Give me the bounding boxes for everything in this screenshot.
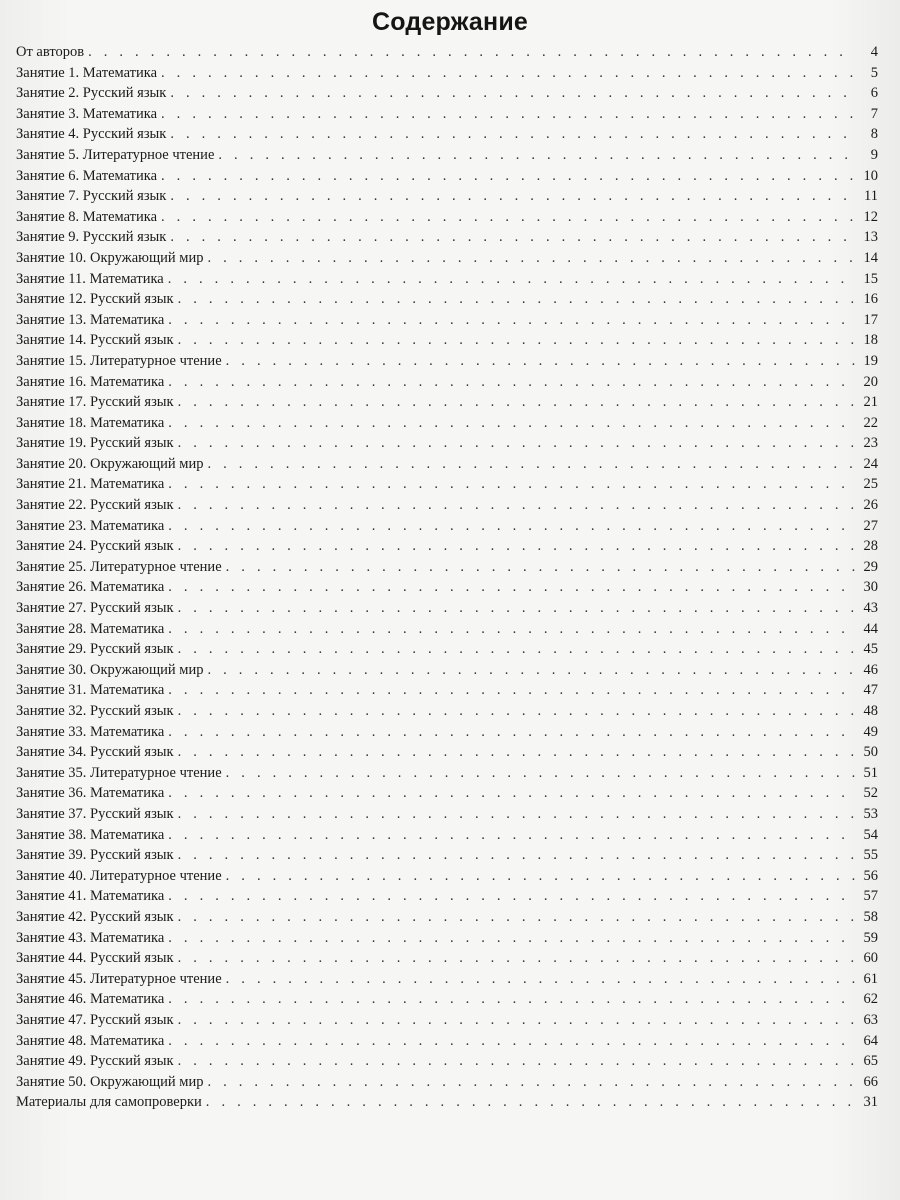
toc-entry-label: Занятие 40. Литературное чтение <box>16 867 222 884</box>
toc-entry-page: 26 <box>863 497 878 514</box>
toc-entry <box>16 536 878 557</box>
toc-entry <box>16 372 878 393</box>
toc-leader-dots <box>178 742 856 763</box>
toc-entry-label: Занятие 16. Математика <box>16 373 165 390</box>
toc-entry-page: 45 <box>863 641 878 658</box>
toc-entry-label: Занятие 21. Математика <box>16 476 165 493</box>
toc-entry-page: 62 <box>863 991 878 1008</box>
toc-leader-dots <box>168 886 856 907</box>
toc-leader-dots <box>161 104 856 125</box>
toc-entry <box>16 1010 878 1031</box>
toc-leader-dots <box>178 639 856 660</box>
toc-entry <box>16 845 878 866</box>
toc-entry-label: Занятие 22. Русский язык <box>16 497 174 514</box>
toc-leader-dots <box>168 722 856 743</box>
toc-entry-page: 19 <box>863 352 878 369</box>
toc-entry-label: Занятие 10. Окружающий мир <box>16 249 204 266</box>
toc-entry <box>16 866 878 887</box>
toc-entry-page: 22 <box>863 414 878 431</box>
toc-entry <box>16 989 878 1010</box>
toc-leader-dots <box>161 166 856 187</box>
toc-leader-dots <box>178 433 856 454</box>
toc-leader-dots <box>207 248 856 269</box>
toc-entry-label: Занятие 44. Русский язык <box>16 950 174 967</box>
toc-leader-dots <box>170 124 856 145</box>
toc-leader-dots <box>168 577 856 598</box>
toc-entry <box>16 269 878 290</box>
toc-entry <box>16 783 878 804</box>
toc-entry <box>16 63 878 84</box>
toc-entry-page: 7 <box>870 105 878 122</box>
toc-entry-page: 53 <box>863 805 878 822</box>
toc-entry-page: 29 <box>863 558 878 575</box>
toc-leader-dots <box>226 557 856 578</box>
toc-entry <box>16 330 878 351</box>
toc-entry-page: 11 <box>864 188 878 205</box>
toc-leader-dots <box>206 1092 856 1113</box>
toc-entry <box>16 1072 878 1093</box>
toc-entry-page: 55 <box>863 847 878 864</box>
toc-entry-label: От авторов <box>16 44 85 60</box>
toc-entry-page: 50 <box>863 744 878 761</box>
toc-entry-label: Занятие 14. Русский язык <box>16 332 174 349</box>
toc-entry <box>16 1092 878 1113</box>
toc-leader-dots <box>178 1051 856 1072</box>
toc-entry-page: 27 <box>863 517 878 534</box>
toc-leader-dots <box>168 310 856 331</box>
toc-entry-page: 46 <box>863 661 878 678</box>
toc-entry-page: 58 <box>863 908 878 925</box>
toc-entry-page: 30 <box>863 579 878 596</box>
toc-entry-page: 54 <box>863 826 878 843</box>
toc-entry-label: Занятие 50. Окружающий мир <box>16 1073 204 1090</box>
toc-entry <box>16 948 878 969</box>
toc-entry-page: 12 <box>863 208 878 225</box>
toc-entry-page: 47 <box>863 682 878 699</box>
toc-leader-dots <box>226 866 856 887</box>
toc-entry-label: Занятие 48. Математика <box>16 1032 165 1049</box>
toc-leader-dots <box>168 413 856 434</box>
toc-leader-dots <box>178 948 856 969</box>
toc-entry <box>16 763 878 784</box>
toc-leader-dots <box>207 454 856 475</box>
toc-entry <box>16 433 878 454</box>
toc-leader-dots <box>178 845 856 866</box>
toc-entry-page: 15 <box>863 270 878 287</box>
toc-entry-label: Занятие 3. Математика <box>16 105 158 122</box>
toc-entry-label: Занятие 32. Русский язык <box>16 703 174 719</box>
toc-entry-page: 57 <box>863 888 878 905</box>
toc-entry <box>16 227 878 248</box>
toc-leader-dots <box>170 227 856 248</box>
toc-entry-page: 20 <box>863 373 878 390</box>
toc-entry <box>16 557 878 578</box>
toc-entry <box>16 351 878 372</box>
toc-entry <box>16 619 878 640</box>
toc-leader-dots <box>168 619 856 640</box>
toc-entry-label: Занятие 38. Математика <box>16 826 165 843</box>
toc-entry-label: Занятие 17. Русский язык <box>16 394 174 411</box>
toc-entry <box>16 474 878 495</box>
toc-entry <box>16 145 878 166</box>
toc-entry-page: 44 <box>863 620 878 637</box>
toc-leader-dots <box>226 969 856 990</box>
toc-entry-label: Занятие 7. Русский язык <box>16 188 167 205</box>
toc-entry <box>16 639 878 660</box>
toc-entry <box>16 907 878 928</box>
toc-leader-dots <box>168 783 856 804</box>
toc-entry <box>16 680 878 701</box>
toc-leader-dots <box>168 1031 856 1052</box>
toc-entry-page: 18 <box>863 332 878 349</box>
toc-leader-dots <box>178 1010 856 1031</box>
toc-leader-dots <box>161 207 856 228</box>
toc-entry-page: 17 <box>863 311 878 328</box>
toc-entry-page: 64 <box>863 1032 878 1049</box>
toc-entry-page: 65 <box>863 1053 878 1070</box>
toc-entry-page: 59 <box>863 929 878 946</box>
toc-entry <box>16 104 878 125</box>
toc-entry <box>16 248 878 269</box>
toc-entry-label: Занятие 4. Русский язык <box>16 126 167 143</box>
toc-entry <box>16 928 878 949</box>
toc-entry-page: 14 <box>863 249 878 266</box>
toc-entry <box>16 310 878 331</box>
toc-entry-page: 28 <box>863 538 878 555</box>
toc-entry-page: 51 <box>863 764 878 781</box>
toc-entry <box>16 392 878 413</box>
toc-entry-label: Занятие 39. Русский язык <box>16 847 174 864</box>
toc-entry-page: 6 <box>870 85 878 102</box>
toc-entry-page: 43 <box>863 600 878 617</box>
toc-entry-label: Занятие 34. Русский язык <box>16 744 174 761</box>
toc-entry-label: Занятие 5. Литературное чтение <box>16 146 215 163</box>
toc-entry-label: Занятие 2. Русский язык <box>16 85 167 102</box>
toc-entry-page: 4 <box>870 44 878 60</box>
toc-entry-page: 60 <box>863 950 878 967</box>
toc-entry-page: 31 <box>863 1094 878 1111</box>
toc-leader-dots <box>178 907 856 928</box>
toc-entry-page: 66 <box>863 1073 878 1090</box>
toc-entry-label: Занятие 47. Русский язык <box>16 1011 174 1028</box>
toc-leader-dots <box>168 680 856 701</box>
toc-entry <box>16 804 878 825</box>
toc-entry-page: 21 <box>863 394 878 411</box>
toc-entry-label: Занятие 8. Математика <box>16 208 158 225</box>
toc-entry <box>16 722 878 743</box>
toc-leader-dots <box>168 928 856 949</box>
toc-entry-label: Занятие 12. Русский язык <box>16 291 174 308</box>
toc-entry-label: Занятие 26. Математика <box>16 579 165 596</box>
toc-entry-page: 16 <box>863 291 878 308</box>
toc-entry-page: 61 <box>863 970 878 987</box>
toc-leader-dots <box>161 63 856 84</box>
toc-entry-label: Занятие 43. Математика <box>16 929 165 946</box>
toc-entry-page: 49 <box>863 723 878 740</box>
toc-leader-dots <box>178 536 856 557</box>
toc-entry-page: 9 <box>870 146 878 163</box>
toc-leader-dots <box>178 495 856 516</box>
toc-entry-page: 5 <box>870 64 878 81</box>
toc-entry <box>16 742 878 763</box>
toc-leader-dots <box>168 989 856 1010</box>
toc-entry-page: 24 <box>863 455 878 472</box>
toc-entry-label: Занятие 20. Окружающий мир <box>16 455 204 472</box>
toc-entry-page: 56 <box>863 867 878 884</box>
toc-leader-dots <box>168 474 856 495</box>
toc-leader-dots <box>170 83 856 104</box>
toc-entry-label: Занятие 19. Русский язык <box>16 435 174 452</box>
toc-entry <box>16 886 878 907</box>
toc-entry-label: Занятие 25. Литературное чтение <box>16 558 222 575</box>
toc-entry-label: Занятие 29. Русский язык <box>16 641 174 658</box>
toc-entry <box>16 207 878 228</box>
toc-leader-dots <box>178 392 856 413</box>
toc-entry <box>16 1031 878 1052</box>
toc-leader-dots <box>168 269 856 290</box>
toc-leader-dots <box>168 516 856 537</box>
toc-entry-page: 52 <box>863 785 878 802</box>
toc-entry-label: Занятие 11. Математика <box>16 270 164 287</box>
toc-entry-label: Занятие 37. Русский язык <box>16 805 174 822</box>
toc-entry-label: Занятие 18. Математика <box>16 414 165 431</box>
toc-entry <box>16 598 878 619</box>
toc-entry <box>16 969 878 990</box>
toc-entry-label: Занятие 1. Математика <box>16 64 158 81</box>
toc-entry <box>16 660 878 681</box>
toc-leader-dots <box>88 42 856 63</box>
toc-entry <box>16 42 878 63</box>
toc-entry <box>16 454 878 475</box>
toc-entry <box>16 166 878 187</box>
toc-leader-dots <box>178 701 856 722</box>
toc-entry-label: Занятие 41. Математика <box>16 888 165 905</box>
toc-entry <box>16 124 878 145</box>
toc-leader-dots <box>226 351 856 372</box>
toc-leader-dots <box>170 186 856 207</box>
toc-entry-label: Занятие 36. Математика <box>16 785 165 802</box>
toc-leader-dots <box>178 330 856 351</box>
toc-entry-label: Занятие 15. Литературное чтение <box>16 352 222 369</box>
toc-entry-label: Занятие 6. Математика <box>16 167 158 184</box>
toc-entry-page: 63 <box>863 1011 878 1028</box>
toc-leader-dots <box>218 145 856 166</box>
toc-entry-page: 48 <box>863 703 878 719</box>
toc-entry <box>16 495 878 516</box>
toc-entry-page: 13 <box>863 229 878 246</box>
toc-entry-label: Занятие 24. Русский язык <box>16 538 174 555</box>
toc-entry-page: 23 <box>863 435 878 452</box>
toc-entry-label: Занятие 45. Литературное чтение <box>16 970 222 987</box>
toc-entry <box>16 1051 878 1072</box>
toc-leader-dots <box>207 1072 856 1093</box>
toc-entry-label: Материалы для самопроверки <box>16 1094 202 1111</box>
toc-entry-label: Занятие 42. Русский язык <box>16 908 174 925</box>
toc-entry-label: Занятие 13. Математика <box>16 311 165 328</box>
toc-entry-label: Занятие 35. Литературное чтение <box>16 764 222 781</box>
toc-entry <box>16 413 878 434</box>
toc-entry <box>16 701 878 722</box>
toc-leader-dots <box>168 372 856 393</box>
table-of-contents <box>16 42 878 1113</box>
toc-entry <box>16 516 878 537</box>
toc-entry-page: 8 <box>870 126 878 143</box>
toc-leader-dots <box>226 763 856 784</box>
toc-leader-dots <box>178 289 856 310</box>
toc-leader-dots <box>178 804 856 825</box>
toc-leader-dots <box>168 825 856 846</box>
toc-entry-page: 25 <box>863 476 878 493</box>
toc-entry-label: Занятие 31. Математика <box>16 682 165 699</box>
toc-entry-label: Занятие 30. Окружающий мир <box>16 661 204 678</box>
page-title: Содержание <box>371 8 529 36</box>
toc-leader-dots <box>207 660 856 681</box>
toc-leader-dots <box>178 598 856 619</box>
toc-entry <box>16 825 878 846</box>
toc-entry-label: Занятие 33. Математика <box>16 723 165 740</box>
toc-entry <box>16 577 878 598</box>
toc-entry-label: Занятие 27. Русский язык <box>16 600 174 617</box>
toc-entry-label: Занятие 9. Русский язык <box>16 229 167 246</box>
toc-entry <box>16 186 878 207</box>
toc-entry-label: Занятие 49. Русский язык <box>16 1053 174 1070</box>
toc-entry <box>16 289 878 310</box>
toc-entry <box>16 83 878 104</box>
toc-entry-page: 10 <box>863 167 878 184</box>
toc-entry-label: Занятие 28. Математика <box>16 620 165 637</box>
toc-entry-label: Занятие 46. Математика <box>16 991 165 1008</box>
toc-entry-label: Занятие 23. Математика <box>16 517 165 534</box>
